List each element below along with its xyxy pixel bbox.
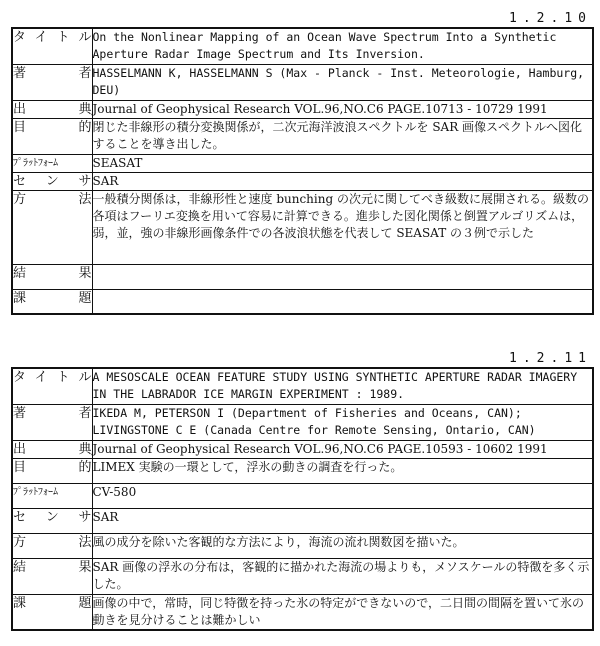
entry-number: 1.2.10 — [509, 11, 592, 26]
label-issues: 課 題 — [12, 594, 92, 630]
value-sensor: SAR — [92, 508, 593, 533]
value-method: 風の成分を除いた客観的な方法により，海流の流れ関数図を描いた。 — [92, 533, 593, 558]
row-sensor — [12, 508, 593, 533]
label-results: 結 果 — [12, 264, 92, 289]
label-sensor: センサ — [12, 508, 92, 533]
row-source — [12, 440, 593, 458]
value-method: 一般積分関係は，非線形性と速度 bunching の次元に関してべき級数に展開される。級数の各項はフーリエ変換を用いて容易に計算できる。進歩した図化関係と倒置アルゴリズムは，弱，並，強の非線形画像条件での各波浪状態を代表して SEASAT の３例で示した — [92, 190, 593, 264]
row-platform — [12, 483, 593, 508]
value-purpose: LIMEX 実験の一環として，浮氷の動きの調査を行った。 — [92, 458, 593, 483]
row-platform — [12, 154, 593, 172]
value-platform: SEASAT — [92, 154, 593, 172]
label-title: タイトル — [12, 28, 92, 64]
record-table — [11, 367, 594, 631]
value-sensor: SAR — [92, 172, 593, 190]
value-purpose: 閉じた非線形の積分変換関係が，二次元海洋波浪スペクトルを SAR 画像スペクトルへ図化することを導き出した。 — [92, 118, 593, 154]
row-results — [12, 558, 593, 594]
row-method — [12, 190, 593, 264]
row-issues — [12, 594, 593, 630]
value-title: A MESOSCALE OCEAN FEATURE STUDY USING SYNTHETIC APERTURE RADAR IMAGERY IN THE LABRADOR ICE MARGIN EXPERIMENT : 1989. — [92, 368, 593, 404]
record-table — [11, 27, 594, 315]
value-platform: CV-580 — [92, 483, 593, 508]
row-purpose — [12, 118, 593, 154]
record-entry — [11, 10, 594, 315]
value-title: On the Nonlinear Mapping of an Ocean Wave Spectrum Into a Synthetic Aperture Radar Image Spectrum and Its Inversion. — [92, 28, 593, 64]
label-platform: ﾌﾟﾗｯﾄﾌｫｰﾑ — [12, 483, 92, 508]
label-authors: 著 者 — [12, 64, 92, 100]
label-source: 出 典 — [13, 101, 92, 117]
label-sensor: センサ — [13, 173, 92, 189]
label-method: 方 法 — [12, 190, 92, 264]
row-results — [12, 264, 593, 289]
label-source: 出 典 — [13, 441, 92, 457]
label-issues: 課 題 — [12, 289, 92, 314]
label-authors: 著 者 — [12, 404, 92, 440]
value-results — [92, 264, 593, 289]
value-issues — [92, 289, 593, 314]
label-method: 方 法 — [12, 533, 92, 558]
label-results: 結 果 — [12, 558, 92, 594]
row-title — [12, 28, 593, 64]
entry-number: 1.2.11 — [509, 351, 592, 366]
label-purpose: 目 的 — [12, 118, 92, 154]
label-platform: ﾌﾟﾗｯﾄﾌｫｰﾑ — [12, 154, 92, 172]
row-sensor — [12, 172, 593, 190]
row-issues — [12, 289, 593, 314]
label-purpose: 目 的 — [12, 458, 92, 483]
record-entry — [11, 350, 594, 631]
row-purpose — [12, 458, 593, 483]
row-authors — [12, 404, 593, 440]
value-authors: HASSELMANN K, HASSELMANN S (Max - Planck - Inst. Meteorologie, Hamburg, DEU) — [92, 64, 593, 100]
value-authors: IKEDA M, PETERSON I (Department of Fisheries and Oceans, CAN); LIVINGSTONE C E (Canada Centre for Remote Sensing, Ontario, CAN) — [92, 404, 593, 440]
row-title — [12, 368, 593, 404]
row-source — [12, 100, 593, 118]
value-source: Journal of Geophysical Research VOL.96,NO.C6 PAGE.10713 - 10729 1991 — [92, 100, 593, 118]
row-authors — [12, 64, 593, 100]
value-source: Journal of Geophysical Research VOL.96,NO.C6 PAGE.10593 - 10602 1991 — [92, 440, 593, 458]
label-title: タイトル — [12, 368, 92, 404]
value-issues: 画像の中で，常時，同じ特徴を持った氷の特定ができないので，二日間の間隔を置いて氷の動きを見分けることは難かしい — [92, 594, 593, 630]
row-method — [12, 533, 593, 558]
value-results: SAR 画像の浮氷の分布は，客観的に描かれた海流の場よりも，メソスケールの特徴を多く示した。 — [92, 558, 593, 594]
